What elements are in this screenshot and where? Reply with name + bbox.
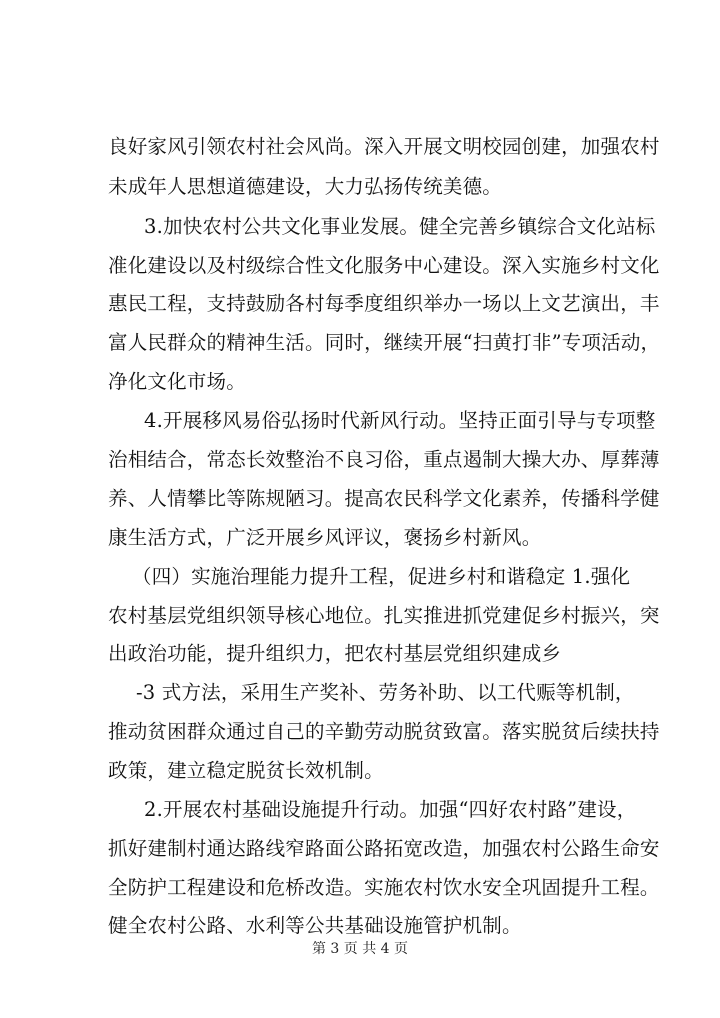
text-line-16: 推动贫困群众通过自己的辛勤劳动脱贫致富。落实脱贫后续扶持 — [108, 720, 660, 743]
text-line-2: 未成年人思想道德建设，大力弘扬传统美德。 — [108, 175, 503, 198]
text-line-21: 健全农村公路、水利等公共基础设施管护机制。 — [108, 914, 522, 937]
text-line-8: 4.开展移风易俗弘扬时代新风行动。坚持正面引导与专项整 — [144, 409, 656, 432]
text-line-10: 养、人情攀比等陈规陋习。提高农民科学文化素养，传播科学健 — [108, 487, 660, 510]
page-number-footer: 第 3 页 共 4 页 — [311, 941, 409, 957]
text-line-18: 2.开展农村基础设施提升行动。加强“四好农村路”建设， — [144, 798, 637, 821]
text-line-3: 3.加快农村公共文化事业发展。健全完善乡镇综合文化站标 — [144, 215, 656, 238]
text-line-11: 康生活方式，广泛开展乡风评议，褒扬乡村新风。 — [108, 526, 542, 549]
text-line-5: 惠民工程，支持鼓励各村每季度组织举办一场以上文艺演出，丰 — [108, 292, 660, 315]
text-line-20: 全防护工程建设和危桥改造。实施农村饮水安全巩固提升工程。 — [108, 876, 660, 899]
text-line-12: （四）实施治理能力提升工程，促进乡村和谐稳定 1.强化 — [132, 565, 631, 588]
text-line-14: 出政治功能，提升组织力，把农村基层党组织建成乡 — [108, 642, 562, 665]
text-line-19: 抓好建制村通达路线窄路面公路拓宽改造，加强农村公路生命安 — [108, 837, 660, 860]
text-line-4: 准化建设以及村级综合性文化服务中心建设。深入实施乡村文化 — [108, 254, 660, 277]
text-line-17: 政策，建立稳定脱贫长效机制。 — [108, 759, 384, 782]
text-line-9: 治相结合，常态长效整治不良习俗，重点遏制大操大办、厚葬薄 — [108, 448, 660, 471]
text-line-13: 农村基层党组织领导核心地位。扎实推进抓党建促乡村振兴，突 — [108, 604, 660, 627]
text-line-15: -3 式方法，采用生产奖补、劳务补助、以工代赈等机制， — [136, 681, 635, 704]
text-line-6: 富人民群众的精神生活。同时，继续开展“扫黄打非”专项活动， — [108, 331, 661, 354]
text-line-1: 良好家风引领农村社会风尚。深入开展文明校园创建，加强农村 — [108, 135, 660, 158]
text-line-7: 净化文化市场。 — [108, 370, 246, 393]
